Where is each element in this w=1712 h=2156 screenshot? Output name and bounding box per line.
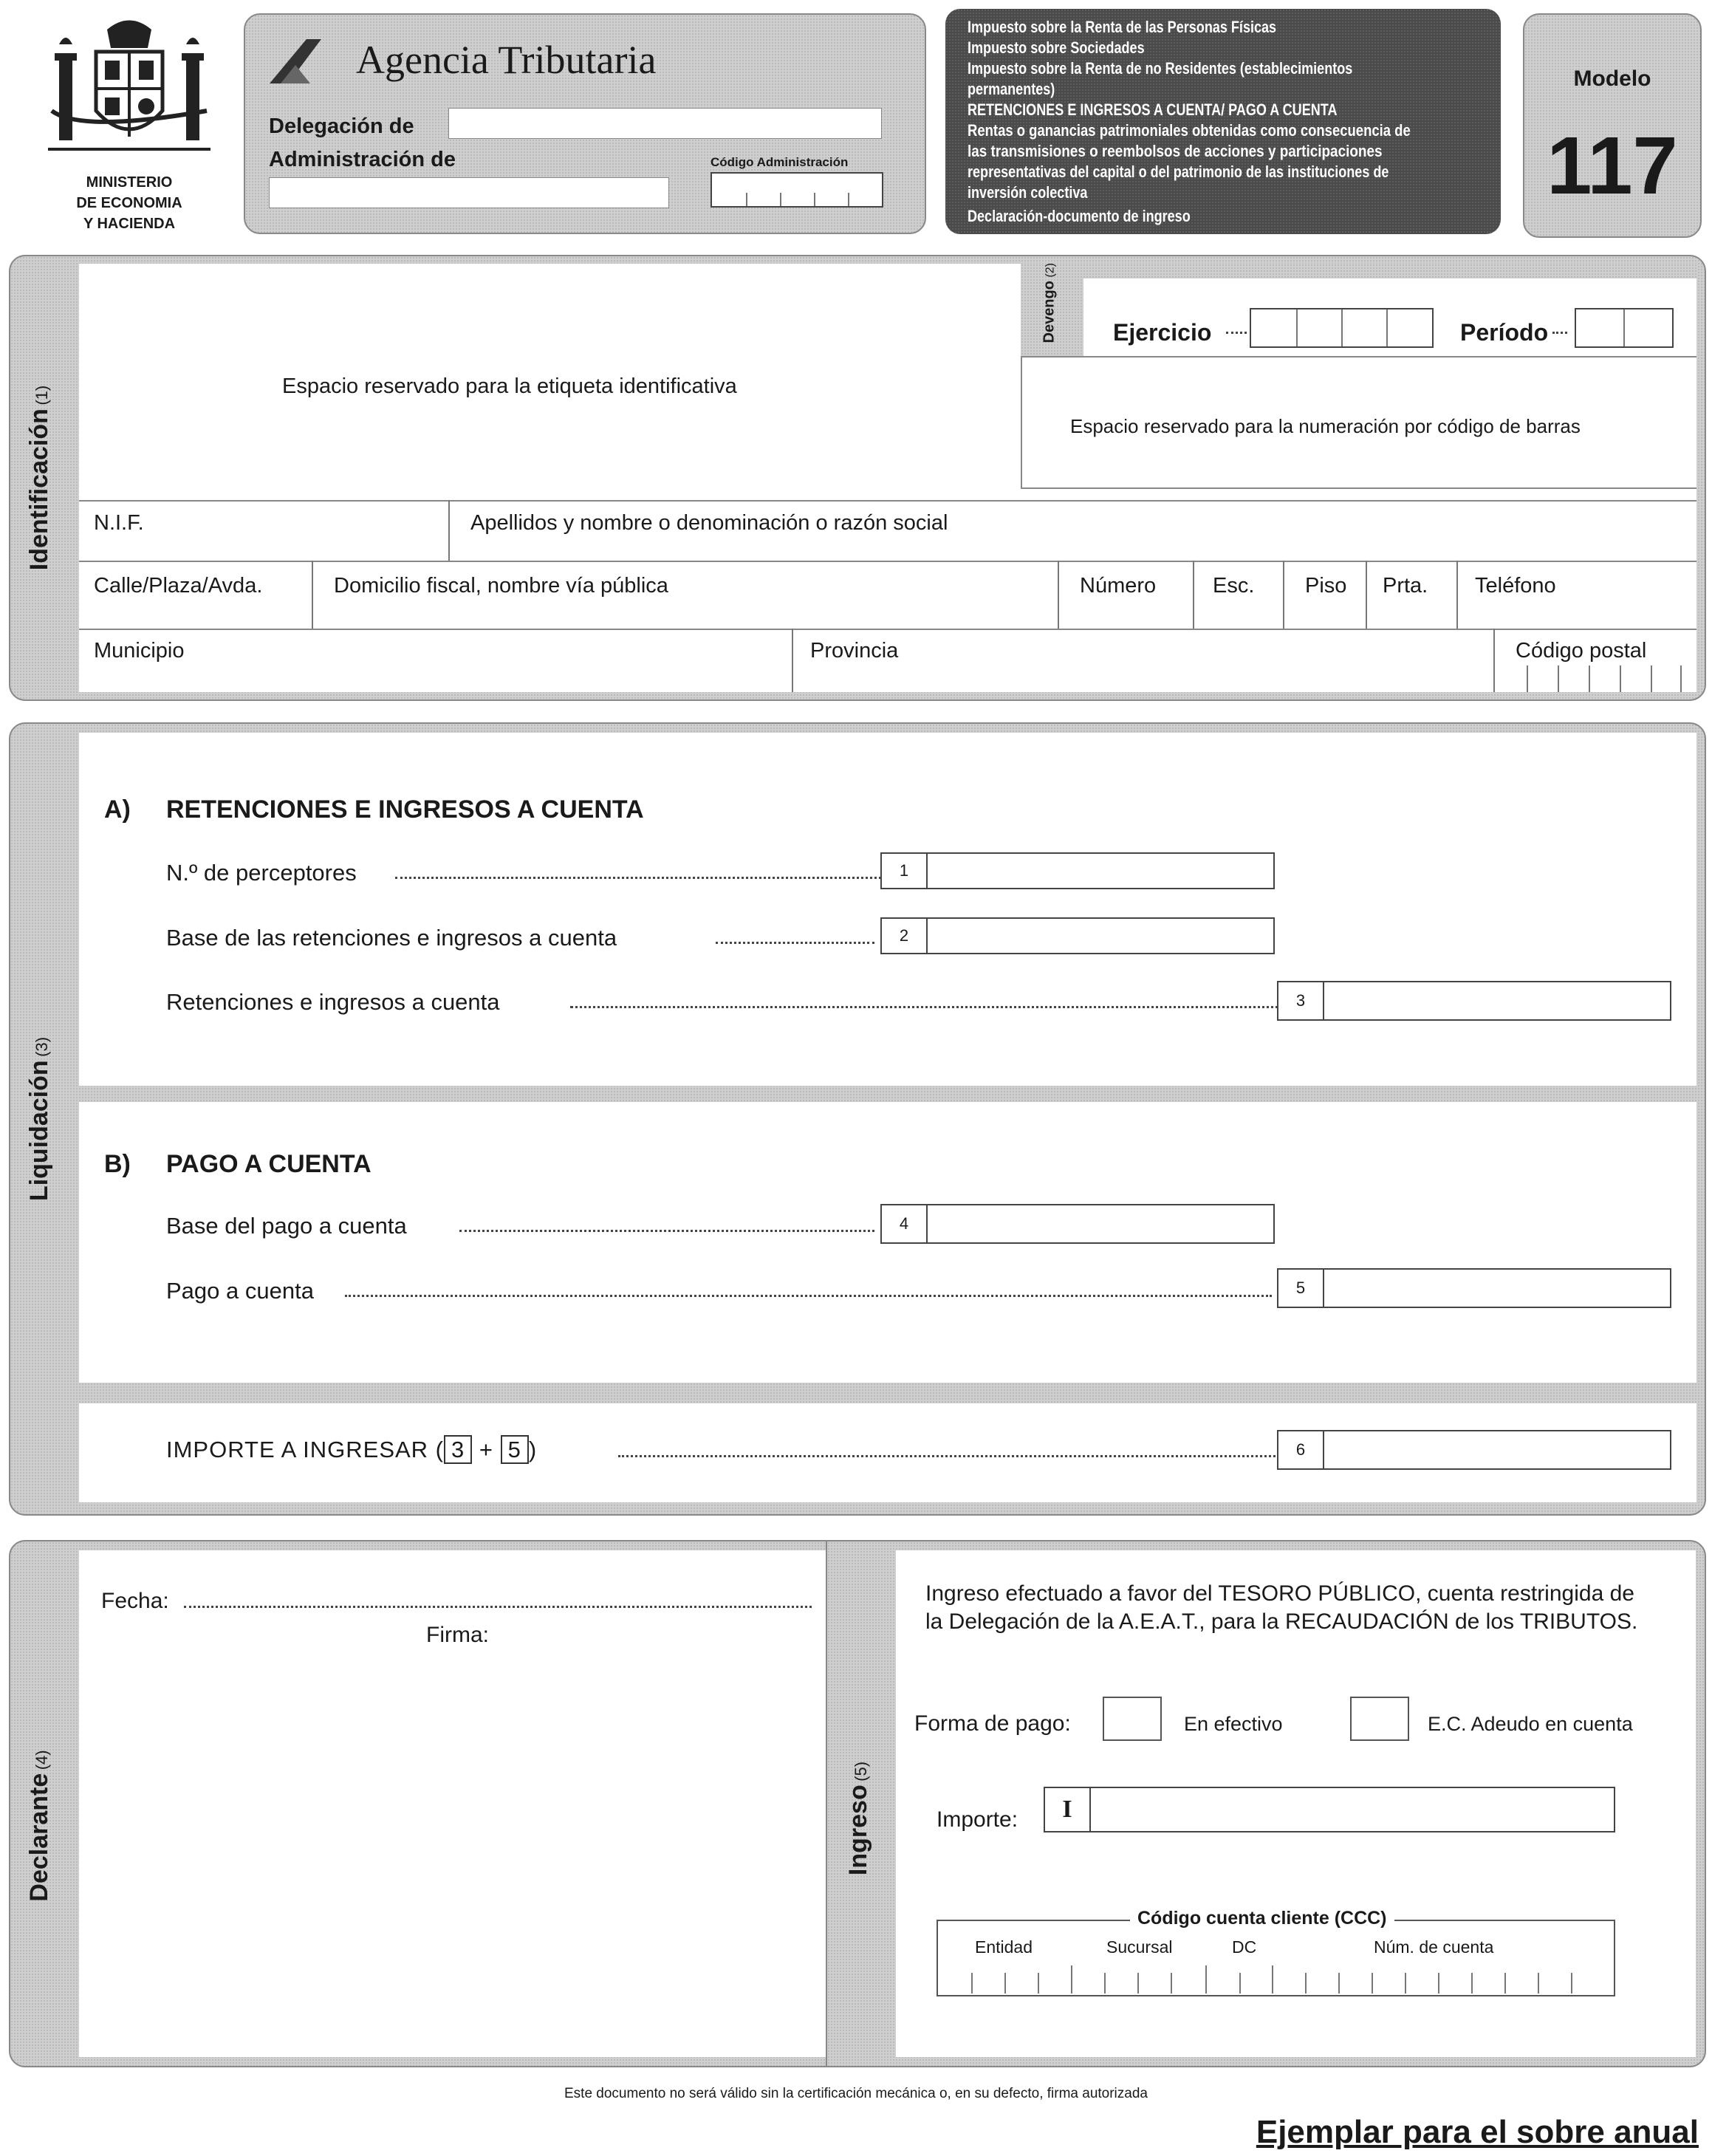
periodo-label: Período [1460,319,1549,346]
declarante-section [9,1540,891,2067]
firma-label: Firma: [426,1623,489,1647]
domicilio-field[interactable] [313,562,1058,629]
tax-line: Declaración-documento de ingreso [968,207,1191,225]
tax-description-panel [945,9,1501,234]
identificacion-inner [79,264,1696,692]
administracion-field[interactable] [269,177,669,208]
esc-label: Esc. [1213,574,1255,598]
esc-field[interactable] [1194,562,1281,629]
agency-name: Agencia Tributaria [356,38,657,82]
importe-total-row [79,1403,1696,1502]
numero-label: Número [1080,574,1157,598]
row1-label: N.º de perceptores [166,860,357,886]
adeudo-label: E.C. Adeudo en cuenta [1428,1713,1633,1735]
ingreso-label: Ingreso (5) [844,1761,872,1876]
dc-label: DC [1232,1937,1257,1957]
municipio-label: Municipio [94,639,185,663]
importe-label: Importe: [937,1807,1018,1832]
adeudo-checkbox[interactable] [1350,1697,1409,1741]
row3-field[interactable]: 3 [1277,981,1671,1021]
row4-field[interactable]: 4 [880,1204,1275,1244]
row4-label: Base del pago a cuenta [166,1213,407,1239]
part-b-letter: B) [104,1150,131,1178]
declarante-label: Declarante (4) [25,1750,53,1902]
firma-field[interactable] [101,1661,810,2030]
nif-label: N.I.F. [94,511,144,535]
provincia-label: Provincia [810,639,899,663]
part-b [79,1102,1696,1383]
provincia-field[interactable] [793,630,1447,692]
importe-field[interactable]: I [1044,1787,1615,1832]
agency-logo-icon [266,35,325,87]
fecha-field[interactable] [184,1606,812,1608]
liquidacion-label: Liquidación (3) [25,1036,53,1202]
nombre-label: Apellidos y nombre o denominación o razón social [470,511,948,535]
municipio-field[interactable] [79,630,792,692]
identificacion-section [9,255,1706,701]
cp-label: Código postal [1516,639,1647,663]
row3-label: Retenciones e ingresos a cuenta [166,989,500,1015]
ministry-line-1: MINISTERIO [86,174,173,191]
piso-label: Piso [1305,574,1347,598]
row5-label: Pago a cuenta [166,1278,314,1304]
ingreso-intro-2: la Delegación de la A.E.A.T., para la RECAUDACIÓN de los TRIBUTOS. [925,1609,1638,1634]
etiqueta-text: Espacio reservado para la etiqueta identificativa [282,374,737,398]
efectivo-checkbox[interactable] [1103,1697,1162,1741]
ejemplar-label: Ejemplar para el sobre anual [1256,2114,1699,2150]
part-a-letter: A) [104,795,131,824]
part-a-title: RETENCIONES E INGRESOS A CUENTA [166,795,644,824]
telefono-label: Teléfono [1475,574,1556,598]
ccc-field[interactable] [937,1908,1615,1996]
ejercicio-field[interactable] [1250,308,1434,348]
ingreso-inner [896,1550,1696,2057]
modelo-number: 117 [1547,120,1678,211]
ingreso-section [826,1540,1706,2067]
efectivo-label: En efectivo [1184,1713,1283,1735]
ministry-line-2: DE ECONOMIA [76,195,182,211]
ministry-line-3: Y HACIENDA [83,216,176,232]
codigo-admin-field[interactable] [711,172,883,208]
cp-field[interactable] [1527,665,1682,692]
tax-line: inversión colectiva [968,183,1088,202]
row2-field[interactable]: 2 [880,917,1275,954]
barcode-text: Espacio reservado para la numeración por código de barras [1070,415,1581,437]
codigo-admin-label: Código Administración [711,155,849,169]
validity-note: Este documento no será válido sin la certificación mecánica o, en su defecto, firma autorizada [564,2086,1148,2101]
telefono-field[interactable] [1458,562,1696,629]
ccc-title: Código cuenta cliente (CCC) [1130,1908,1394,1929]
liquidacion-section [9,722,1706,1516]
devengo-label: Devengo (2) [1041,263,1058,343]
row2-label: Base de las retenciones e ingresos a cuenta [166,925,617,951]
part-a [79,733,1696,1086]
entidad-label: Entidad [975,1937,1033,1957]
agency-panel [244,13,926,234]
calle-label: Calle/Plaza/Avda. [94,574,263,598]
nombre-field[interactable] [450,502,1696,561]
forma-pago-label: Forma de pago: [914,1711,1071,1736]
delegacion-label: Delegación de [269,114,414,138]
domicilio-label: Domicilio fiscal, nombre vía pública [334,574,668,598]
sucursal-label: Sucursal [1106,1937,1173,1957]
periodo-field[interactable] [1575,308,1674,348]
delegacion-field[interactable] [448,108,882,139]
tax-line: permanentes) [968,80,1055,98]
administracion-label: Administración de [269,148,456,171]
importe-total-label: IMPORTE A INGRESAR ( 3 + 5 ) [166,1437,538,1462]
tax-line: Impuesto sobre la Renta de las Personas Físicas [968,18,1277,36]
header [0,0,1712,244]
tax-line: Rentas o ganancias patrimoniales obtenidas como consecuencia de [968,121,1411,140]
row1-field[interactable]: 1 [880,852,1275,889]
nif-field[interactable] [79,502,448,561]
modelo-label: Modelo [1573,66,1651,91]
identificacion-label: Identificación (1) [25,385,53,571]
modelo-panel [1523,13,1702,238]
row5-field[interactable]: 5 [1277,1268,1671,1308]
fecha-label: Fecha: [101,1589,169,1613]
ejercicio-label: Ejercicio [1113,319,1212,346]
piso-field[interactable] [1284,562,1364,629]
prta-field[interactable] [1367,562,1454,629]
row6-field[interactable]: 6 [1277,1430,1671,1470]
tax-line: las transmisiones o reembolsos de acciones y participaciones [968,142,1383,160]
tax-line: representativas del capital o del patrimonio de las instituciones de [968,162,1389,181]
declarante-inner [79,1550,832,2057]
ingreso-intro-1: Ingreso efectuado a favor del TESORO PÚBLICO, cuenta restringida de [925,1581,1634,1606]
coat-of-arms-icon [44,15,214,170]
tax-line: RETENCIONES E INGRESOS A CUENTA/ PAGO A CUENTA [968,100,1338,119]
part-b-title: PAGO A CUENTA [166,1150,371,1178]
tax-line: Impuesto sobre Sociedades [968,38,1145,57]
cuenta-label: Núm. de cuenta [1374,1937,1494,1957]
tax-line: Impuesto sobre la Renta de no Residentes (establecimientos [968,59,1353,78]
prta-label: Prta. [1383,574,1428,598]
numero-field[interactable] [1059,562,1192,629]
